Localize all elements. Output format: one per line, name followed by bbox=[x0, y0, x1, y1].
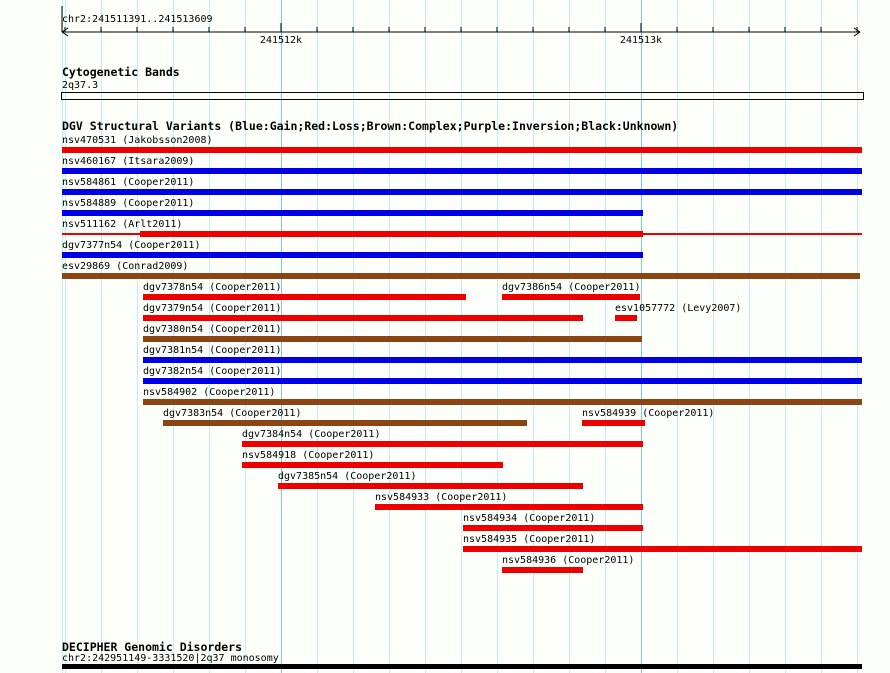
grid-line bbox=[101, 0, 102, 673]
variant-label[interactable]: nsv584889 (Cooper2011) bbox=[62, 198, 195, 209]
variant-bar[interactable] bbox=[463, 546, 862, 552]
variant-bar[interactable] bbox=[143, 357, 862, 363]
grid-line bbox=[62, 0, 63, 673]
variant-bar[interactable] bbox=[140, 231, 643, 237]
ruler-tick-label: 241513k bbox=[619, 35, 663, 46]
ruler bbox=[0, 0, 890, 50]
variant-label[interactable]: nsv584918 (Cooper2011) bbox=[242, 450, 375, 461]
variant-label[interactable]: nsv584939 (Cooper2011) bbox=[582, 408, 715, 419]
grid-line bbox=[749, 0, 750, 673]
variant-bar[interactable] bbox=[375, 504, 643, 510]
variant-label[interactable]: dgv7379n54 (Cooper2011) bbox=[143, 303, 282, 314]
grid-line bbox=[857, 0, 858, 673]
grid-line bbox=[677, 0, 678, 673]
variant-bar[interactable] bbox=[62, 147, 862, 153]
variant-label[interactable]: esv1057772 (Levy2007) bbox=[615, 303, 742, 314]
variant-bar[interactable] bbox=[143, 378, 862, 384]
decipher-track-title: DECIPHER Genomic Disorders bbox=[62, 640, 243, 654]
grid-line bbox=[137, 0, 138, 673]
variant-label[interactable]: nsv470531 (Jakobsson2008) bbox=[62, 135, 213, 146]
variant-label[interactable]: nsv584861 (Cooper2011) bbox=[62, 177, 195, 188]
variant-bar[interactable] bbox=[143, 294, 466, 300]
variant-bar[interactable] bbox=[502, 567, 583, 573]
variant-label[interactable]: dgv7381n54 (Cooper2011) bbox=[143, 345, 282, 356]
variant-label[interactable]: dgv7380n54 (Cooper2011) bbox=[143, 324, 282, 335]
variant-label[interactable]: dgv7378n54 (Cooper2011) bbox=[143, 282, 282, 293]
dgv-track-title: DGV Structural Variants (Blue:Gain;Red:Loss;Brown:Complex;Purple:Inversion;Black:Unknown) bbox=[62, 119, 679, 133]
variant-bar[interactable] bbox=[502, 294, 640, 300]
variant-label[interactable]: nsv584935 (Cooper2011) bbox=[463, 534, 596, 545]
grid-line bbox=[821, 0, 822, 673]
cytogenetic-bands-title: Cytogenetic Bands bbox=[62, 65, 180, 79]
variant-bar[interactable] bbox=[62, 252, 643, 258]
variant-bar[interactable] bbox=[143, 315, 583, 321]
variant-label[interactable]: dgv7385n54 (Cooper2011) bbox=[278, 471, 417, 482]
variant-bar[interactable] bbox=[242, 441, 643, 447]
variant-label[interactable]: nsv584902 (Cooper2011) bbox=[143, 387, 276, 398]
variant-label[interactable]: nsv584936 (Cooper2011) bbox=[502, 555, 635, 566]
variant-bar[interactable] bbox=[62, 189, 862, 195]
decipher-bar[interactable] bbox=[62, 664, 862, 669]
variant-label[interactable]: dgv7384n54 (Cooper2011) bbox=[242, 429, 381, 440]
region-label: chr2:241511391..241513609 bbox=[62, 14, 213, 25]
variant-bar[interactable] bbox=[143, 399, 862, 405]
variant-label[interactable]: nsv460167 (Itsara2009) bbox=[62, 156, 195, 167]
variant-bar[interactable] bbox=[582, 420, 645, 426]
variant-bar[interactable] bbox=[62, 273, 860, 279]
variant-label[interactable]: dgv7386n54 (Cooper2011) bbox=[502, 282, 641, 293]
grid-line bbox=[785, 0, 786, 673]
ruler-tick-label: 241512k bbox=[259, 35, 303, 46]
variant-bar[interactable] bbox=[278, 483, 583, 489]
variant-bar[interactable] bbox=[62, 168, 862, 174]
cytoband-label: 2q37.3 bbox=[62, 80, 99, 91]
cytoband-box bbox=[61, 92, 864, 100]
variant-label[interactable]: dgv7377n54 (Cooper2011) bbox=[62, 240, 201, 251]
variant-bar[interactable] bbox=[143, 336, 642, 342]
variant-bar[interactable] bbox=[463, 525, 643, 531]
decipher-entry-label[interactable]: chr2:242951149-3331520|2q37 monosomy bbox=[62, 653, 279, 664]
variant-bar[interactable] bbox=[615, 315, 637, 321]
grid-line bbox=[65, 0, 66, 673]
variant-bar[interactable] bbox=[62, 210, 643, 216]
variant-bar[interactable] bbox=[163, 420, 527, 426]
grid-line bbox=[713, 0, 714, 673]
variant-label[interactable]: nsv584934 (Cooper2011) bbox=[463, 513, 596, 524]
variant-label[interactable]: dgv7383n54 (Cooper2011) bbox=[163, 408, 302, 419]
variant-label[interactable]: nsv584933 (Cooper2011) bbox=[375, 492, 508, 503]
variant-bar[interactable] bbox=[242, 462, 503, 468]
variant-label[interactable]: nsv511162 (Arlt2011) bbox=[62, 219, 183, 230]
variant-label[interactable]: dgv7382n54 (Cooper2011) bbox=[143, 366, 282, 377]
variant-label[interactable]: esv29869 (Conrad2009) bbox=[62, 261, 189, 272]
